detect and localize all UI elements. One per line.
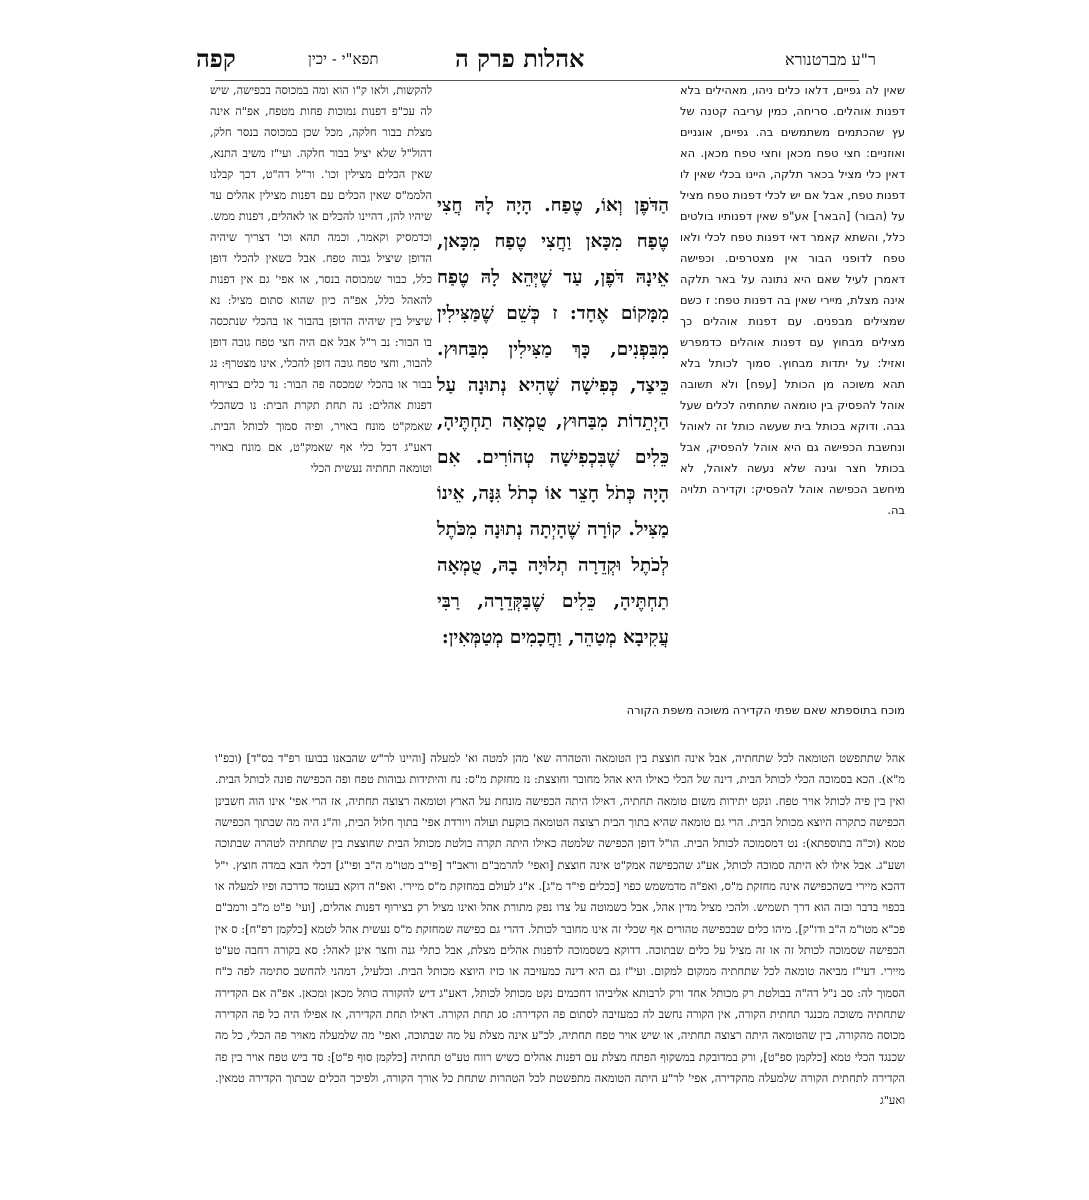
tiferet-yisrael-continuation bbox=[215, 748, 905, 1111]
bartenura-commentary: שאין לה גפיים, דלאו כלים ניהו, מאהילים בלא דפנות אוהלים. סריחה, כמין עריבה קטנה של עץ שהכתמים משתמשים בה. גפיים, אוגניים ואוזניים: חצי טפח מכאן וחצי טפח מכאן. הא דאין כלי מציל בכאר תלקה, היינו בכלי שאין לו דפנות טפח, אבל אם יש לכלי דפנות טפח מציל על (הבור) [הבאר] אע"פ שאין דפנותיו בולטים כלל, והשתא קאמר דאי דפנות טפח לכלי ולאו טפח לדופני הבור אין מצטרפים. וכפישה דאמרן לעיל שאם היא נתונה על באר תלקה אינה מצלת, מיירי שאין בה דפנות טפח: ז כשם שמצילים מבפנים. עם דפנות אוהלים כך מצילים מבחוץ עם דפנות אוהלים כדמפרש ואזיל: על יתדות מבחוץ. סמוך לכותל בלא תהא משוכה מן הכותל [עפח] ולא תשובה אוהל להפסיק בין טומאה שתחתיה לכלים שעל גבה. ודוקא בכותל בית שעשה כותל זה לאוהל ונחשבת הכפישה גם היא אוהל להפסיק, אבל בכותל חצר וגינה שלא נעשה לאוהל, לא מיחשב הכפישה אוהל להפסיק: וקדירה תלויה בה. bbox=[680, 83, 905, 517]
running-range: תפא"י - יכין bbox=[308, 50, 379, 68]
mishna-paragraph: הַדֹּפֶן וְאוֹ, טֶפַח. הָיָה לָהּ חֲצִי טֶפַח מִכָּאן וַחֲצִי טֶפַח מִכָּאן, אֵינָהּ דֹּפֶן, עַד שֶׁיְּהֵא לָהּ טֶפַח מִמָּקוֹם אֶחָד: ז כְּשֵׁם שֶׁמַּצִּילִין מִבִּפְנִים, כָּךְ מַצִּילִין מִבַּחוּץ. כֵּיצַד, כְּפִישָׁה שֶׁהִיא נְתוּנָה עַל הַיְתֵדוֹת מִבַּחוּץ, טֻמְאָה תַחְתֶּיהָ, כֵּלִים שֶׁבִּכְפִישָׁה טְהוֹרִים. אִם הָיָה כְּתֹל חָצֵר אוֹ כְתֹל גִּנָּה, אֵינוֹ מַצִּיל. קוֹרָה שֶׁהָיְתָה נְתוּנָה מִכֹּתֶל לְכֹתֶל וּקְדֵרָה תְלוּיָה בָהּ, טֻמְאָה תַחְתֶּיהָ, כֵּלִים שֶׁבַּקְּדֵרָה, רַבִּי עֲקִיבָא מְטַהֵר, וַחֲכָמִים מְטַמְּאִין: bbox=[437, 195, 669, 648]
bartenura-continuation: מוכח בתוספתא שאם שפתי הקדירה משוכה משפת הקורה bbox=[626, 703, 905, 717]
tiferet-yisrael-commentary: להקשות, ולאו ק"ו הוא ומה במכוסה בכפישה, שיש לה עכ"פ דפנות נמוכות פחות מטפח, אפ"ה אינה מצלת בבור חלקה, מכל שכן במכוסה בנסר חלק, דהול"ל שלא יציל בבור חלקה. ועי"ז משיב התנא, שאין הכלים מצילין וכו'. ור"ל דה"ט, דכך קבלנו הלממ"ס שאין הכלים עם דפנות מצילין אהלים עד שיהיו להן, דהיינו להכלים או לאהלים, דפנות ממש. וכדמסיק וקאמר, וכמה תהא וכו' דצריך שיהיה הדופן שיציל גבוה טפח. אבל כשאין להכלי דופן כלל, כבור שמכוסה בנסר, או אפי' גם אין דפנות להאהל כלל, אפ"ה כיון שהוא סתום מציל: נא שיציל בין שיהיה הדופן בהבור או בהכלי שנתכסה בו הבור: נב ר"ל אבל אם היה חצי טפח גובה דופן להבור, וחצי טפח גובה דופן להכלי, אינו מצטרף: נג בבור או בהכלי שמכסה פה הבור: נד כלים בצירוף דפנות אהלים: נה תחת תקרת הבית: נו כשהכלי שאמק"ט מונח באויר, ופיה סמוך לכותל הבית. דאע"ג דכל כלי אף שאמק"ט, אם מונח באויר וטומאה תחתיה נעשית הכלי bbox=[210, 84, 432, 475]
page-number: קפה bbox=[196, 44, 236, 73]
commentary-name: ר"ע מברטנורא bbox=[785, 50, 876, 69]
continuation-paragraph: אהל שתתפשט הטומאה לכל שתחתיה, אבל אינה חוצצת בין הטומאה והטהרה שא' מהן למטה וא' למעלה [והיינו לר"ש שהבאנו בבועז רפ"ד בס"ד] (וכפ"ו מ"א). הכא בסמוכה הכלי לכותל הבית, דינה של הכלי כאילו היא אהל מחובר וחוצצת: נז מחזקת מ"ס: נח והיתידות גבוהות טפח ופה הכפישה פונה לכותל הבית. ואין בין פיה לכותל אויר טפח. ונקט יתידות משום טומאה תחתיה, דאילו היתה הכפישה מונחת על הארץ וטומאה רצוצה תחתיה, אז הרי אפי' אינו הוה חשבינן הכפישה כתקרה היוצא מכותל הבית. הרי גם טומאה שהיא בתוך הבית רצוצה הטומאה בוקעת ועולה ויורדת אפי' בתוך חלול הבית, וה"נ היה מה שבתוך הכפישה טמא (וכ"ה בתוספתא): נט דמסמוכה לכותל הבית. הו"ל דופן הכפישה שלמטה כאילו היתה תקרה בולטת מכותל הבית שחוצצת בין שתחתיה לטהרה שבתוכה ושע"ג. אבל אילו לא היתה סמוכה לכותל, אע"ג שהכפישה אמק"ט אינה חוצצת [ואפי' להרמב"ם וראב"ד [פי"ב מטו"מ ה"ב ופי"ג] דכלי הבא במדה חוצץ. י"ל דהכא מיירי בשהכפישה אינה מחזקת מ"ס, ואפ"ה מדמשמש כפוי [ככלים פי"ד מ"ג]. א"נ לעולם במחזקת מ"ס מיירי. ואפ"ה דוקא בעומד כדרכה ופיו למעלה או בכפוי בדבר ובזה הוא דרך תשמיש. ולהכי מציל מדין אהל, אבל כשמוטה על צדו נפק מתורת אהל ואינו מציל רק בצירוף דפנות אהלים, [ועי' פ"ט מ"ב ורמב"ם פכ"א מטו"מ ה"ב ודו"ק]. מיהו כלים שבכפישה טהורים אף שכלי זה אינו מחובר לכותל. דהרי גם כפישה שמחזקת מ"ס נעשית אהל לטמא [כלקמן רפ"ח]: ס אין הכפישה שסמוכה לכותל זה או זה מציל על כלים שבתוכה. דדוקא בשסמוכה לדפנות אהלים מצלת, אבל כתלי גנה וחצר אינן לאהל: סא בקורה רחבה טע"ט מיירי. דעי"ז מביאה טומאה לכל שתחתיה ממקום למקום. ועי"ז גם היא דינה כמעזיבה או כזיז היוצא מכותל הבית. וכלעיל, דמהני להחשב סתימה לפה כ"ח הסמוך לה: סב נ"ל דה"ה בבולטת רק מכותל אחד ורק לרבותא אליביהו דחכמים נקט מכותל לכותל, דאע"ג דיש להקורה כותל מכאן ומכאן. אפ"ה אם הקדירה שתחתיה משוכה מכנגד תחתית הקורה, אין הקורה נחשב לה כמעזיבה לסתום פה הקדירה: סג תחת הקורה. דאילו תחת הקדירה, אז אפילו היה כל פה הקדירה מכוסה מהקורה, בין שהטומאה היתה רצוצה תחתיה, או שיש אויר טפח תחתיה, לכ"ע אינה מצלת על מה שבתוכה, ואפי' מה שלמעלה מאויר פה הכלי, כל מה שכנגד הכלי טמא [כלקמן ספ"ט], ורק במדובקת במשקוף הפתח מצלת עם דפנות אהלים כשיש רווח טע"ט תחתיה [כלקמן סוף פ"ט]: סד ביש טפח אויר בין פה הקדירה לתחתית הקורה שלמעלה מהקדירה, אפי' לר"ע היתה הטומאה מתפשטת לכל הטהרות שתחת כל אורך הקורה, ולפיכך הכלים שבתוך הקדירה טמאין. ואע"ג bbox=[215, 752, 905, 1107]
mishna-text bbox=[437, 188, 669, 656]
page-title: אהלות פרק ה bbox=[455, 44, 585, 73]
